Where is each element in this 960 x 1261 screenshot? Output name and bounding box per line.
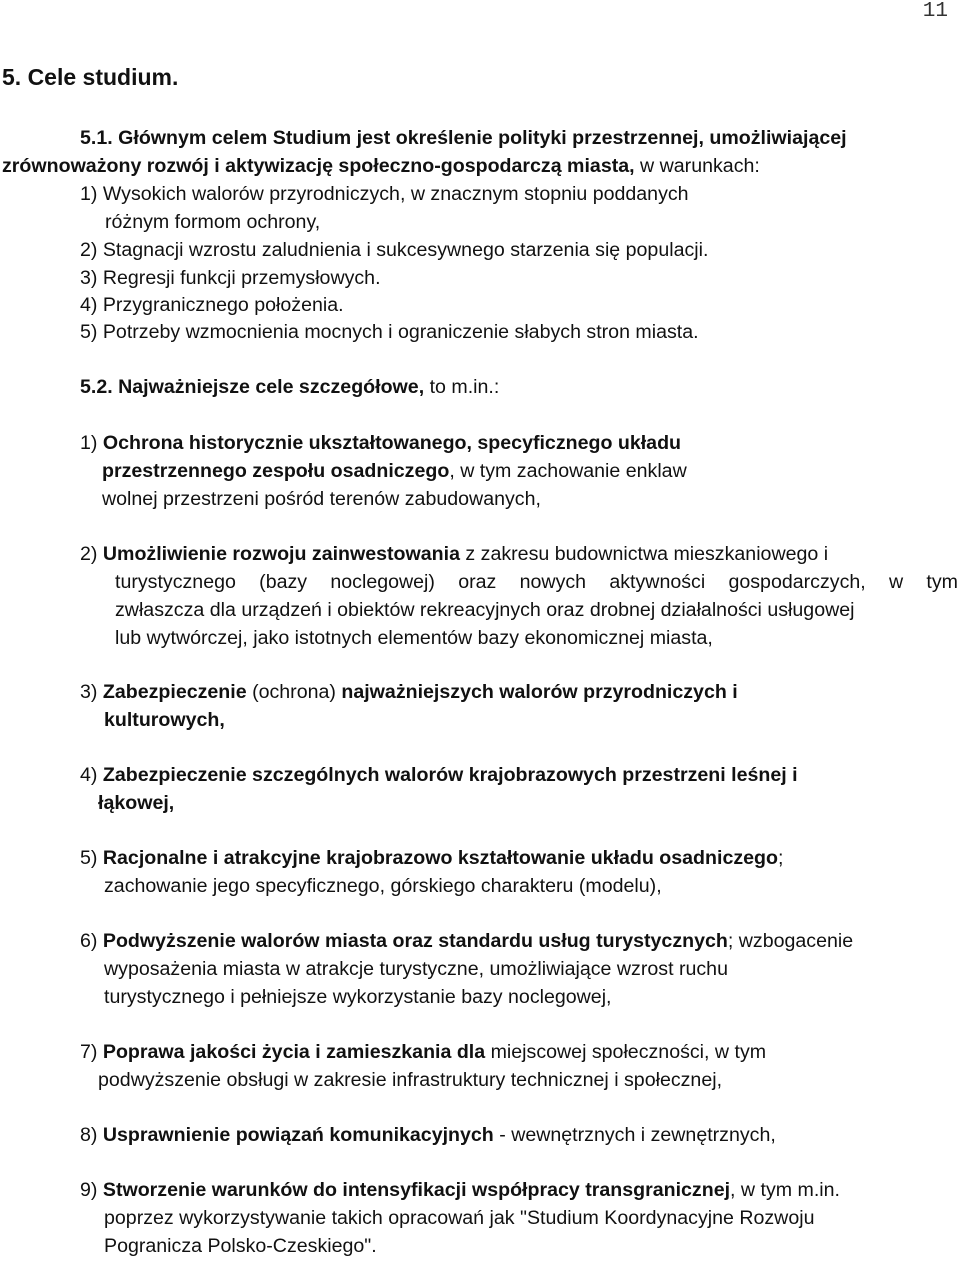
goal-9-line3: Pogranicza Polsko-Czeskiego". (104, 1235, 377, 1257)
goal-5-line2: zachowanie jego specyficznego, górskiego charakteru (modelu), (104, 875, 662, 897)
goal-9: 9) Stworzenie warunków do intensyfikacji współpracy transgranicznej, w tym m.in. (80, 1179, 840, 1201)
condition-item-1-cont: różnym formom ochrony, (105, 211, 321, 233)
goal-8: 8) Usprawnienie powiązań komunikacyjnych - wewnętrznych i zewnętrznych, (80, 1124, 776, 1146)
goal-2: 2) Umożliwienie rozwoju zainwestowania z zakresu budownictwa mieszkaniowego i (80, 543, 829, 565)
goal-4-line2: łąkowej, (98, 792, 175, 814)
goal-2-line2: turystycznego (bazy noclegowej) oraz nowych aktywności gospodarczych, w tym (115, 571, 958, 593)
goal-4: 4) Zabezpieczenie szczególnych walorów krajobrazowych przestrzeni leśnej i (80, 764, 798, 786)
section-title: 5. Cele studium. (2, 64, 179, 90)
condition-item-2: 2) Stagnacji wzrostu zaludnienia i sukcesywnego starzenia się populacji. (80, 239, 709, 261)
goal-5: 5) Racjonalne i atrakcyjne krajobrazowo kształtowanie układu osadniczego; (80, 847, 784, 869)
goal-7-line2: podwyższenie obsługi w zakresie infrastruktury technicznej i społecznej, (98, 1069, 723, 1091)
goal-2-line4: lub wytwórczej, jako istotnych elementów bazy ekonomicznej miasta, (115, 627, 713, 649)
goal-2-line3: zwłaszcza dla urządzeń i obiektów rekreacyjnych oraz drobnej działalności usługowej (115, 599, 855, 621)
goal-6-line2: wyposażenia miasta w atrakcje turystyczne, umożliwiające wzrost ruchu (104, 958, 728, 980)
goal-1-line2: przestrzennego zespołu osadniczego, w tym zachowanie enklaw (102, 460, 687, 482)
condition-item-4: 4) Przygranicznego położenia. (80, 294, 344, 316)
goal-3-line2: kulturowych, (104, 709, 225, 731)
subsection-5-2-title: 5.2. Najważniejsze cele szczegółowe, to m.in.: (80, 376, 500, 398)
subsection-5-1-title: 5.1. Głównym celem Studium jest określenie polityki przestrzennej, umożliwiającej (80, 127, 847, 149)
goal-3: 3) Zabezpieczenie (ochrona) najważniejszych walorów przyrodniczych i (80, 681, 738, 703)
page-number: 11 (922, 0, 948, 23)
condition-item-3: 3) Regresji funkcji przemysłowych. (80, 267, 381, 289)
condition-item-1: 1) Wysokich walorów przyrodniczych, w znacznym stopniu poddanych (80, 183, 689, 205)
goal-7: 7) Poprawa jakości życia i zamieszkania dla miejscowej społeczności, w tym (80, 1041, 767, 1063)
condition-item-5: 5) Potrzeby wzmocnienia mocnych i ograniczenie słabych stron miasta. (80, 321, 699, 343)
goal-6-line3: turystycznego i pełniejsze wykorzystanie bazy noclegowej, (104, 986, 612, 1008)
goal-1-line3: wolnej przestrzeni pośród terenów zabudowanych, (102, 488, 541, 510)
goal-6: 6) Podwyższenie walorów miasta oraz standardu usług turystycznych; wzbogacenie (80, 930, 854, 952)
goal-1: 1) Ochrona historycznie ukształtowanego, specyficznego układu (80, 432, 682, 454)
goal-9-line2: poprzez wykorzystywanie takich opracowań jak "Studium Koordynacyjne Rozwoju (104, 1207, 815, 1229)
subsection-5-1-title-line2: zrównoważony rozwój i aktywizację społeczno-gospodarczą miasta, w warunkach: (2, 155, 760, 177)
